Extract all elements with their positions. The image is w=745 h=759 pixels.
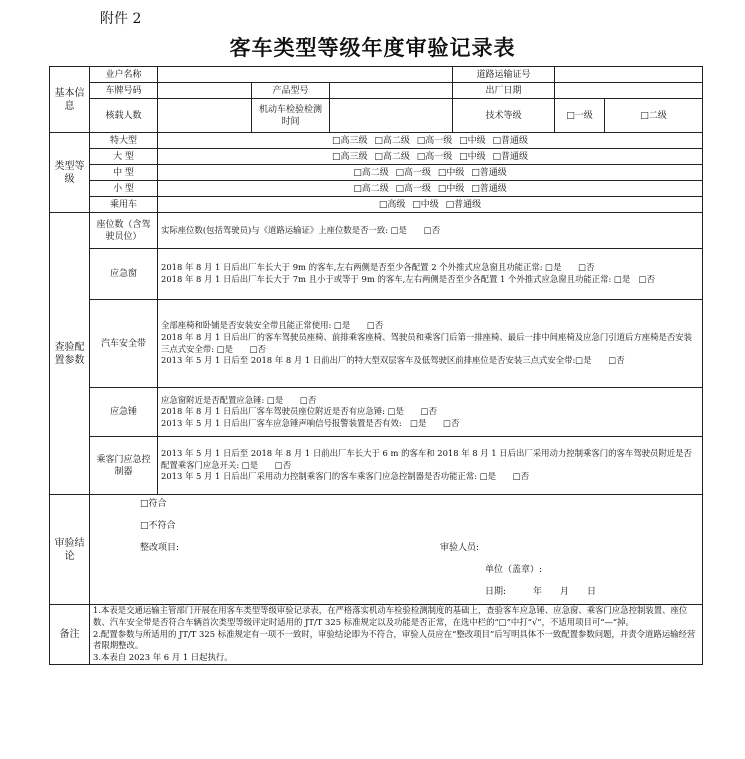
check-line: 应急窗附近是否配置应急锤: □是 □否 bbox=[161, 394, 317, 405]
type-label: 特大型 bbox=[90, 133, 158, 149]
owner-name-value[interactable] bbox=[158, 67, 453, 83]
conclusion-area bbox=[90, 495, 703, 605]
seat-belt-label: 汽车安全带 bbox=[90, 300, 158, 388]
params-section-label: 查验配置参数 bbox=[50, 213, 90, 495]
check-line: 2018 年 8 月 1 日后出厂客车驾驶员座位附近是否有应急锤: □是 □否 bbox=[161, 406, 437, 417]
note-line: 3.本表自 2023 年 6 月 1 日起执行。 bbox=[93, 652, 233, 663]
license-no-label: 道路运输证号 bbox=[453, 67, 555, 83]
emergency-window-label: 应急窗 bbox=[90, 249, 158, 300]
plate-no-label: 车牌号码 bbox=[90, 83, 158, 99]
emergency-hammer-checks[interactable] bbox=[158, 388, 703, 437]
basic-row-2 bbox=[50, 83, 703, 99]
factory-date-value[interactable] bbox=[555, 83, 703, 99]
type-label: 乘用车 bbox=[90, 197, 158, 213]
unit-seal-label: 单位（盖章）: bbox=[485, 565, 543, 575]
seats-capacity-label: 核载人数 bbox=[90, 99, 158, 133]
conclusion-section-label: 审验结论 bbox=[50, 495, 90, 605]
notes-section-label: 备注 bbox=[50, 605, 90, 665]
basic-row-1 bbox=[50, 67, 703, 83]
param-row-hammer bbox=[50, 388, 703, 437]
conclusion-pass-option[interactable]: □符合 bbox=[140, 499, 167, 509]
type-label: 中 型 bbox=[90, 165, 158, 181]
tech-grade-option-2[interactable]: □二级 bbox=[605, 99, 703, 133]
basic-section-label: 基本信息 bbox=[50, 67, 90, 133]
inspection-time-value[interactable] bbox=[330, 99, 453, 133]
type-options[interactable]: □高二级 □高一级 □中级 □普通级 bbox=[158, 181, 703, 197]
note-line: 1.本表是交通运输主管部门开展在用客车类型等级审验记录表，在严格落实机动车检验检测制度的基础上，查验客车应急锤、应急窗、乘客门应急控制装置、座位数、汽车安全带是否符合车辆首次类型等级评定时适用的 JT/T 325 标准规定以及功能是否正常，在选中栏的“□”中打“√”，不适用项目可“—”掉。 bbox=[93, 605, 688, 627]
check-line: 2013 年 5 月 1 日后至 2018 年 8 月 1 日前出厂的特大型双层客车及低驾驶区前排座位是否安装三点式安全带:□是 □否 bbox=[161, 355, 625, 366]
check-line: 2018 年 8 月 1 日后出厂车长大于 9m 的客车,左右两侧是否至少各配置 2 个外推式应急窗且功能正常: □是 □否 bbox=[161, 262, 595, 273]
type-row bbox=[50, 197, 703, 213]
param-row-seats bbox=[50, 213, 703, 249]
type-row bbox=[50, 149, 703, 165]
product-model-value[interactable] bbox=[330, 83, 453, 99]
type-options[interactable]: □高三级 □高二级 □高一级 □中级 □普通级 bbox=[158, 133, 703, 149]
notes-content bbox=[90, 605, 703, 665]
note-line: 2.配置参数与所适用的 JT/T 325 标准规定有一项不一致时，审验结论即为不符合，审验人员应在“整改项目”后写明具体不一致配置参数问题，并责令道路运输经营者限期整改。 bbox=[93, 628, 696, 651]
rectify-items-label[interactable]: 整改项目: bbox=[140, 543, 180, 553]
param-row-window bbox=[50, 249, 703, 300]
type-row bbox=[50, 165, 703, 181]
door-controller-checks[interactable] bbox=[158, 437, 703, 495]
plate-no-value[interactable] bbox=[158, 83, 252, 99]
conclusion-row bbox=[50, 495, 703, 605]
inspection-form-table bbox=[49, 66, 703, 665]
product-model-label: 产品型号 bbox=[252, 83, 330, 99]
type-section-label: 类型等级 bbox=[50, 133, 90, 213]
param-row-belt bbox=[50, 300, 703, 388]
tech-grade-option-1[interactable]: □一级 bbox=[555, 99, 605, 133]
form-title: 客车类型等级年度审验记录表 bbox=[229, 35, 516, 60]
type-options[interactable]: □高二级 □高一级 □中级 □普通级 bbox=[158, 165, 703, 181]
factory-date-label: 出厂日期 bbox=[453, 83, 555, 99]
type-row bbox=[50, 181, 703, 197]
door-controller-label: 乘客门应急控制器 bbox=[90, 437, 158, 495]
basic-row-3 bbox=[50, 99, 703, 133]
owner-name-label: 业户名称 bbox=[90, 67, 158, 83]
check-line: 2013 年 5 月 1 日后出厂客车应急锤声响信号报警装置是否有效: □是 □否 bbox=[161, 417, 460, 428]
seat-belt-checks[interactable] bbox=[158, 300, 703, 388]
type-options[interactable]: □高级 □中级 □普通级 bbox=[158, 197, 703, 213]
inspector-label[interactable]: 审验人员: bbox=[440, 543, 480, 553]
check-line: 2013 年 5 月 1 日后至 2018 年 8 月 1 日前出厂车长大于 6 m 的客车和 2018 年 8 月 1 日后出厂采用动力控制乘客门的客车驾驶员附近是否配置乘客门应急开关: □是 □否 bbox=[161, 448, 692, 470]
emergency-window-checks[interactable] bbox=[158, 249, 703, 300]
date-label[interactable]: 日期: 年 月 日 bbox=[485, 587, 597, 597]
emergency-hammer-label: 应急锤 bbox=[90, 388, 158, 437]
inspection-time-label: 机动车检验检测时间 bbox=[252, 99, 330, 133]
check-line: 全部座椅和卧铺是否安装安全带且能正常使用: □是 □否 bbox=[161, 320, 384, 331]
check-line: 2018 年 8 月 1 日后出厂的客车驾驶员座椅、前排乘客座椅、驾驶员和乘客门后第一排座椅、最后一排中间座椅及应急门引道后方座椅是否安装三点式安全带: □是 □否 bbox=[161, 331, 693, 354]
check-line: 2018 年 8 月 1 日后出厂车长大于 7m 且小于或等于 9m 的客车,左右两侧是否至少各配置 1 个外推式应急窗且功能正常: □是 □否 bbox=[161, 274, 655, 284]
type-label: 小 型 bbox=[90, 181, 158, 197]
type-options[interactable]: □高三级 □高二级 □高一级 □中级 □普通级 bbox=[158, 149, 703, 165]
type-row bbox=[50, 133, 703, 149]
tech-grade-label: 技术等级 bbox=[453, 99, 555, 133]
type-label: 大 型 bbox=[90, 149, 158, 165]
seat-count-check[interactable]: 实际座位数(包括驾驶员)与《道路运输证》上座位数是否一致: □是 □否 bbox=[158, 213, 703, 249]
param-row-door bbox=[50, 437, 703, 495]
seat-count-label: 座位数（含驾驶员位） bbox=[90, 213, 158, 249]
conclusion-fail-option[interactable]: □不符合 bbox=[140, 521, 176, 531]
check-line: 2013 年 5 月 1 日后出厂采用动力控制乘客门的客车乘客门应急控制器是否功能正常: □是 □否 bbox=[161, 471, 530, 482]
license-no-value[interactable] bbox=[555, 67, 703, 83]
attachment-label: 附件 2 bbox=[100, 11, 142, 27]
notes-row bbox=[50, 605, 703, 665]
seats-capacity-value[interactable] bbox=[158, 99, 252, 133]
